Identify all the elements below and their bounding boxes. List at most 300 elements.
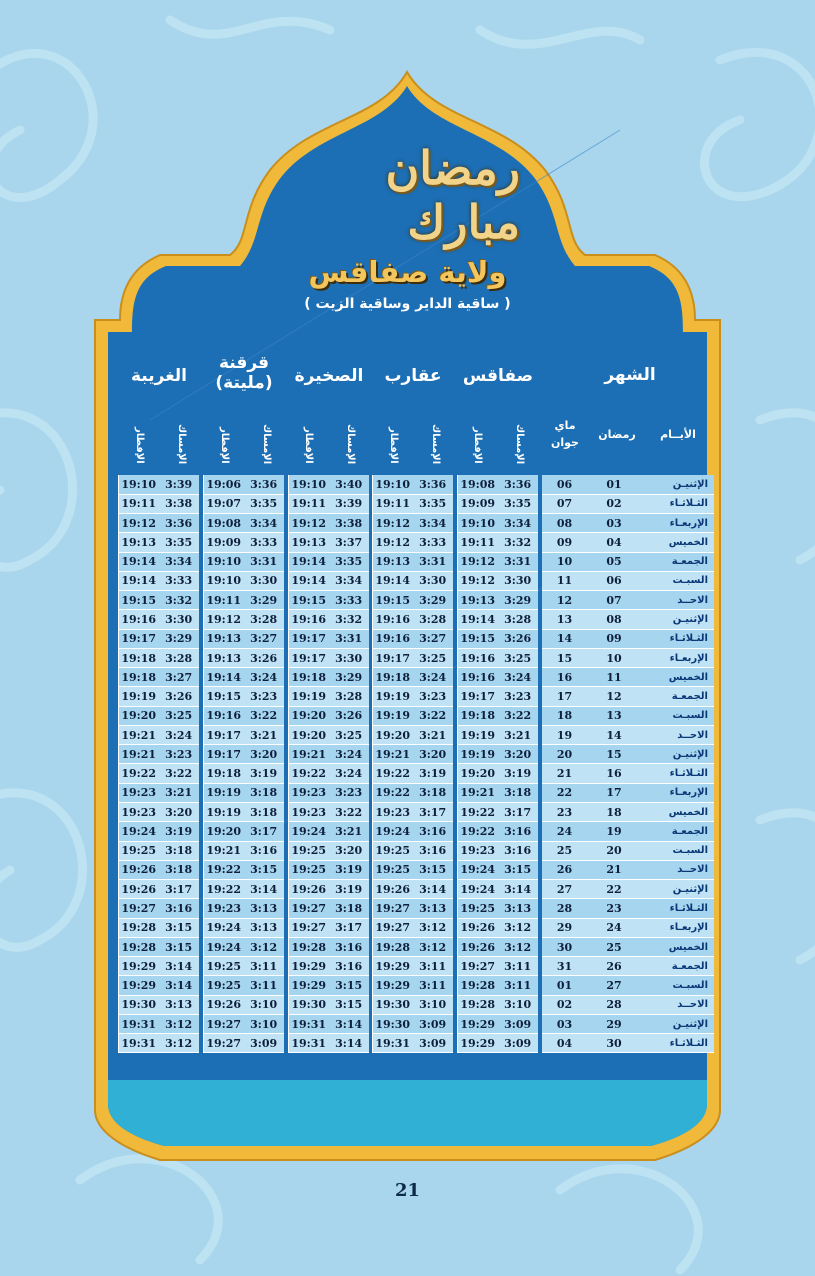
iftar-time-cell: 19:13 (204, 629, 244, 648)
iftar-time-cell: 19:16 (289, 610, 329, 629)
iftar-time-cell: 19:26 (373, 880, 413, 899)
imsak-time-cell: 3:15 (328, 976, 369, 995)
table-row (458, 803, 539, 822)
imsak-time-cell: 3:11 (412, 976, 453, 995)
imsak-time-cell: 3:21 (243, 725, 284, 744)
imsak-time-cell: 3:30 (158, 610, 199, 629)
gregorian-day-cell: 29 (542, 918, 587, 937)
imsak-time-cell: 3:25 (497, 648, 538, 667)
iftar-time-cell: 19:17 (289, 629, 329, 648)
imsak-time-cell: 3:22 (243, 706, 284, 725)
table-row (373, 533, 454, 552)
iftar-time-cell: 19:26 (204, 995, 244, 1014)
table-row (373, 745, 454, 764)
imsak-time-cell: 3:20 (158, 803, 199, 822)
gregorian-day-cell: 22 (542, 783, 587, 802)
ramadan-day-cell: 28 (587, 995, 641, 1014)
imsak-time-cell: 3:11 (243, 976, 284, 995)
table-row (119, 514, 200, 533)
imsak-time-cell: 3:30 (243, 571, 284, 590)
table-row (542, 1034, 714, 1053)
ramadan-day-cell: 30 (587, 1034, 641, 1053)
gregorian-day-cell: 26 (542, 860, 587, 879)
table-row (373, 860, 454, 879)
iftar-time-cell: 19:17 (373, 648, 413, 667)
weekday-cell: السبـت (641, 571, 714, 590)
iftar-time-cell: 19:30 (373, 995, 413, 1014)
imsak-time-cell: 3:16 (412, 822, 453, 841)
imsak-time-cell: 3:36 (412, 475, 453, 494)
iftar-time-cell: 19:28 (289, 937, 329, 956)
iftar-time-cell: 19:14 (458, 610, 498, 629)
iftar-time-cell: 19:13 (373, 552, 413, 571)
ramadan-day-cell: 03 (587, 514, 641, 533)
imsak-time-cell: 3:22 (328, 803, 369, 822)
iftar-time-cell: 19:10 (204, 552, 244, 571)
table-row (204, 1034, 285, 1053)
imsak-time-cell: 3:10 (243, 995, 284, 1014)
iftar-time-cell: 19:31 (289, 1014, 329, 1033)
label-iftar: الإفطار (388, 427, 399, 464)
imsak-time-cell: 3:34 (243, 514, 284, 533)
iftar-time-cell: 19:22 (458, 822, 498, 841)
table-row (204, 552, 285, 571)
table-row (119, 822, 200, 841)
imsak-time-cell: 3:14 (158, 976, 199, 995)
iftar-time-cell: 19:17 (204, 745, 244, 764)
weekday-cell: الإثنيـن (641, 1014, 714, 1033)
table-row (204, 494, 285, 513)
table-row (373, 764, 454, 783)
page-number: 21 (394, 1180, 421, 1201)
ramadan-day-cell: 22 (587, 880, 641, 899)
imsak-time-cell: 3:39 (158, 475, 199, 494)
gregorian-day-cell: 23 (542, 803, 587, 822)
imsak-time-cell: 3:20 (243, 745, 284, 764)
weekday-cell: الثـلاثـاء (641, 764, 714, 783)
weekday-cell: الثـلاثـاء (641, 1034, 714, 1053)
imsak-time-cell: 3:19 (158, 822, 199, 841)
table-row (289, 629, 370, 648)
iftar-time-cell: 19:15 (289, 591, 329, 610)
table-row (542, 725, 714, 744)
table-row (289, 918, 370, 937)
imsak-time-cell: 3:26 (497, 629, 538, 648)
imsak-time-cell: 3:35 (412, 494, 453, 513)
table-row (204, 995, 285, 1014)
table-row (289, 687, 370, 706)
weekday-cell: الثـلاثـاء (641, 629, 714, 648)
table-row (119, 783, 200, 802)
iftar-time-cell: 19:19 (373, 687, 413, 706)
iftar-time-cell: 19:25 (373, 841, 413, 860)
table-row (458, 899, 539, 918)
table-row (373, 668, 454, 687)
imsak-time-cell: 3:37 (328, 533, 369, 552)
table-row (373, 822, 454, 841)
imsak-time-cell: 3:29 (497, 591, 538, 610)
imsak-time-cell: 3:30 (497, 571, 538, 590)
imsak-time-cell: 3:34 (328, 571, 369, 590)
imsak-time-cell: 3:36 (497, 475, 538, 494)
iftar-time-cell: 19:13 (119, 533, 159, 552)
iftar-time-cell: 19:19 (119, 687, 159, 706)
table-row (119, 668, 200, 687)
iftar-time-cell: 19:16 (119, 610, 159, 629)
ramadan-day-cell: 24 (587, 918, 641, 937)
imsak-time-cell: 3:22 (158, 764, 199, 783)
iftar-time-cell: 19:21 (289, 745, 329, 764)
imsak-time-cell: 3:25 (158, 706, 199, 725)
header-group-kerkennah: قرقنة (مليتة) (215, 353, 273, 393)
imsak-time-cell: 3:09 (412, 1014, 453, 1033)
imsak-time-cell: 3:38 (158, 494, 199, 513)
table-row (458, 937, 539, 956)
header-group-ghraiba: الغريبة (130, 366, 187, 386)
table-row (542, 976, 714, 995)
table-row (458, 822, 539, 841)
imsak-time-cell: 3:31 (328, 629, 369, 648)
table-row (119, 764, 200, 783)
iftar-time-cell: 19:12 (458, 552, 498, 571)
table-row (542, 687, 714, 706)
table-row (373, 514, 454, 533)
imsak-time-cell: 3:18 (412, 783, 453, 802)
table-row (458, 841, 539, 860)
imsak-time-cell: 3:19 (328, 860, 369, 879)
weekday-cell: الاحــد (641, 995, 714, 1014)
weekday-cell: السبـت (641, 841, 714, 860)
table-row (373, 899, 454, 918)
table-row (204, 937, 285, 956)
table-row (204, 514, 285, 533)
table-row (542, 899, 714, 918)
header-group-skhira: الصخيرة (294, 366, 364, 386)
label-days: الأيــام (660, 428, 696, 441)
table-row (542, 803, 714, 822)
imsak-time-cell: 3:40 (328, 475, 369, 494)
table-row (204, 533, 285, 552)
imsak-time-cell: 3:23 (497, 687, 538, 706)
table-row (373, 648, 454, 667)
label-imsak: الإمساك (261, 423, 272, 464)
iftar-time-cell: 19:14 (289, 552, 329, 571)
iftar-time-cell: 19:23 (373, 803, 413, 822)
imsak-time-cell: 3:10 (243, 1014, 284, 1033)
imsak-time-cell: 3:20 (328, 841, 369, 860)
table-row (542, 591, 714, 610)
weekday-cell: الإثنيـن (641, 475, 714, 494)
imsak-time-cell: 3:09 (497, 1034, 538, 1053)
imsak-time-cell: 3:39 (328, 494, 369, 513)
iftar-time-cell: 19:12 (119, 514, 159, 533)
table-row (373, 591, 454, 610)
table-row (289, 957, 370, 976)
iftar-time-cell: 19:20 (373, 725, 413, 744)
table-row (289, 745, 370, 764)
imsak-time-cell: 3:23 (328, 783, 369, 802)
imsak-time-cell: 3:18 (243, 803, 284, 822)
table-row (373, 957, 454, 976)
ramadan-day-cell: 25 (587, 937, 641, 956)
imsak-time-cell: 3:09 (497, 1014, 538, 1033)
iftar-time-cell: 19:12 (204, 610, 244, 629)
iftar-time-cell: 19:27 (204, 1014, 244, 1033)
weekday-cell: الإثنيـن (641, 610, 714, 629)
iftar-time-cell: 19:20 (289, 725, 329, 744)
table-row (542, 533, 714, 552)
header-group-agareb: عقارب (384, 366, 442, 386)
iftar-time-cell: 19:24 (204, 937, 244, 956)
imsak-time-cell: 3:12 (497, 937, 538, 956)
iftar-time-cell: 19:26 (289, 880, 329, 899)
iftar-time-cell: 19:21 (204, 841, 244, 860)
weekday-cell: الإربعـاء (641, 648, 714, 667)
imsak-time-cell: 3:17 (497, 803, 538, 822)
imsak-time-cell: 3:19 (328, 880, 369, 899)
table-row (542, 841, 714, 860)
iftar-time-cell: 19:21 (119, 725, 159, 744)
iftar-time-cell: 19:25 (204, 957, 244, 976)
iftar-time-cell: 19:23 (204, 899, 244, 918)
gregorian-day-cell: 27 (542, 880, 587, 899)
iftar-time-cell: 19:26 (458, 918, 498, 937)
weekday-cell: الإربعـاء (641, 514, 714, 533)
gregorian-day-cell: 30 (542, 937, 587, 956)
iftar-time-cell: 19:17 (204, 725, 244, 744)
ramadan-day-cell: 16 (587, 764, 641, 783)
iftar-time-cell: 19:15 (119, 591, 159, 610)
iftar-time-cell: 19:30 (289, 995, 329, 1014)
table-row (458, 783, 539, 802)
iftar-time-cell: 19:29 (458, 1014, 498, 1033)
imsak-time-cell: 3:23 (412, 687, 453, 706)
imsak-time-cell: 3:10 (497, 995, 538, 1014)
iftar-time-cell: 19:25 (289, 841, 329, 860)
table-row (119, 475, 200, 494)
table-row (119, 1014, 200, 1033)
imsak-time-cell: 3:19 (412, 764, 453, 783)
gregorian-day-cell: 17 (542, 687, 587, 706)
imsak-time-cell: 3:16 (158, 899, 199, 918)
imsak-time-cell: 3:17 (243, 822, 284, 841)
table-row (458, 514, 539, 533)
iftar-time-cell: 19:10 (458, 514, 498, 533)
ramadan-mubarak-calligraphy: رمضان مبارك (385, 141, 520, 249)
imsak-time-cell: 3:11 (497, 976, 538, 995)
imsak-time-cell: 3:36 (243, 475, 284, 494)
table-row (458, 745, 539, 764)
gregorian-day-cell: 28 (542, 899, 587, 918)
gregorian-day-cell: 01 (542, 976, 587, 995)
imsak-time-cell: 3:16 (412, 841, 453, 860)
table-row (204, 668, 285, 687)
imsak-time-cell: 3:14 (328, 1034, 369, 1053)
ramadan-day-cell: 19 (587, 822, 641, 841)
iftar-time-cell: 19:27 (119, 899, 159, 918)
iftar-time-cell: 19:16 (204, 706, 244, 725)
iftar-time-cell: 19:20 (289, 706, 329, 725)
imsak-time-cell: 3:12 (158, 1014, 199, 1033)
iftar-time-cell: 19:24 (119, 822, 159, 841)
imsak-time-cell: 3:29 (412, 591, 453, 610)
iftar-time-cell: 19:27 (289, 918, 329, 937)
table-row (289, 571, 370, 590)
gregorian-day-cell: 13 (542, 610, 587, 629)
iftar-time-cell: 19:24 (373, 822, 413, 841)
table-row (373, 629, 454, 648)
imsak-time-cell: 3:09 (243, 1034, 284, 1053)
table-row (373, 803, 454, 822)
table-row (204, 880, 285, 899)
iftar-time-cell: 19:25 (373, 860, 413, 879)
iftar-time-cell: 19:18 (458, 706, 498, 725)
table-row (458, 648, 539, 667)
imsak-time-cell: 3:34 (412, 514, 453, 533)
gregorian-day-cell: 25 (542, 841, 587, 860)
iftar-time-cell: 19:19 (458, 745, 498, 764)
kerkennah-table (203, 475, 284, 1053)
iftar-time-cell: 19:29 (289, 976, 329, 995)
imsak-time-cell: 3:19 (243, 764, 284, 783)
iftar-time-cell: 19:13 (204, 648, 244, 667)
ramadan-day-cell: 12 (587, 687, 641, 706)
table-row (204, 822, 285, 841)
imsak-time-cell: 3:32 (158, 591, 199, 610)
iftar-time-cell: 19:22 (204, 880, 244, 899)
iftar-time-cell: 19:27 (289, 899, 329, 918)
table-row (119, 725, 200, 744)
table-row (373, 1034, 454, 1053)
gregorian-day-cell: 03 (542, 1014, 587, 1033)
iftar-time-cell: 19:08 (458, 475, 498, 494)
iftar-time-cell: 19:26 (458, 937, 498, 956)
table-row (119, 918, 200, 937)
table-row (119, 880, 200, 899)
table-row (289, 822, 370, 841)
imsak-time-cell: 3:21 (497, 725, 538, 744)
table-row (204, 764, 285, 783)
iftar-time-cell: 19:17 (289, 648, 329, 667)
weekday-cell: الخميس (641, 937, 714, 956)
iftar-time-cell: 19:16 (373, 629, 413, 648)
iftar-time-cell: 19:29 (373, 957, 413, 976)
table-row (458, 552, 539, 571)
imsak-time-cell: 3:35 (497, 494, 538, 513)
imsak-time-cell: 3:24 (243, 668, 284, 687)
iftar-time-cell: 19:22 (204, 860, 244, 879)
iftar-time-cell: 19:11 (119, 494, 159, 513)
imsak-time-cell: 3:22 (497, 706, 538, 725)
imsak-time-cell: 3:12 (412, 937, 453, 956)
month-table (542, 475, 714, 1053)
table-row (119, 803, 200, 822)
iftar-time-cell: 19:25 (119, 841, 159, 860)
table-row (458, 571, 539, 590)
table-row (289, 841, 370, 860)
iftar-time-cell: 19:10 (204, 571, 244, 590)
imsak-time-cell: 3:30 (328, 648, 369, 667)
table-row (373, 841, 454, 860)
iftar-time-cell: 19:11 (373, 494, 413, 513)
iftar-time-cell: 19:19 (204, 783, 244, 802)
imsak-time-cell: 3:36 (158, 514, 199, 533)
imsak-time-cell: 3:33 (243, 533, 284, 552)
imsak-time-cell: 3:16 (497, 822, 538, 841)
imsak-time-cell: 3:31 (497, 552, 538, 571)
imsak-time-cell: 3:35 (328, 552, 369, 571)
imsak-time-cell: 3:29 (158, 629, 199, 648)
iftar-time-cell: 19:23 (119, 783, 159, 802)
iftar-time-cell: 19:22 (373, 783, 413, 802)
iftar-time-cell: 19:16 (458, 648, 498, 667)
table-row (119, 494, 200, 513)
table-row (289, 725, 370, 744)
iftar-time-cell: 19:19 (204, 803, 244, 822)
iftar-time-cell: 19:21 (373, 745, 413, 764)
iftar-time-cell: 19:24 (204, 918, 244, 937)
table-row (204, 803, 285, 822)
table-row (289, 533, 370, 552)
table-row (289, 937, 370, 956)
table-row (542, 783, 714, 802)
iftar-time-cell: 19:25 (458, 899, 498, 918)
imsak-time-cell: 3:09 (412, 1034, 453, 1053)
imsak-time-cell: 3:33 (328, 591, 369, 610)
imsak-time-cell: 3:18 (158, 841, 199, 860)
table-row (204, 1014, 285, 1033)
weekday-cell: الجمعـة (641, 822, 714, 841)
gregorian-day-cell: 19 (542, 725, 587, 744)
iftar-time-cell: 19:29 (289, 957, 329, 976)
label-imsak: الإمساك (176, 423, 187, 464)
gregorian-day-cell: 02 (542, 995, 587, 1014)
weekday-cell: الإربعـاء (641, 918, 714, 937)
table-row (119, 629, 200, 648)
table-row (289, 494, 370, 513)
gregorian-day-cell: 24 (542, 822, 587, 841)
iftar-time-cell: 19:20 (204, 822, 244, 841)
imsak-time-cell: 3:32 (497, 533, 538, 552)
iftar-time-cell: 19:07 (204, 494, 244, 513)
label-iftar: الإفطار (134, 427, 145, 464)
gregorian-day-cell: 04 (542, 1034, 587, 1053)
iftar-time-cell: 19:29 (119, 957, 159, 976)
gregorian-day-cell: 12 (542, 591, 587, 610)
table-row (458, 957, 539, 976)
table-row (119, 745, 200, 764)
table-row (458, 591, 539, 610)
iftar-time-cell: 19:06 (204, 475, 244, 494)
table-row (204, 976, 285, 995)
ghraiba-table (118, 475, 199, 1053)
imsak-time-cell: 3:12 (243, 937, 284, 956)
ramadan-day-cell: 20 (587, 841, 641, 860)
weekday-cell: الاحــد (641, 860, 714, 879)
iftar-time-cell: 19:10 (373, 475, 413, 494)
iftar-time-cell: 19:22 (458, 803, 498, 822)
label-iftar: الإفطار (303, 427, 314, 464)
table-row (204, 745, 285, 764)
weekday-cell: الجمعـة (641, 552, 714, 571)
imsak-time-cell: 3:29 (243, 591, 284, 610)
table-row (289, 860, 370, 879)
ramadan-day-cell: 15 (587, 745, 641, 764)
ramadan-day-cell: 21 (587, 860, 641, 879)
imsak-time-cell: 3:35 (243, 494, 284, 513)
iftar-time-cell: 19:11 (204, 591, 244, 610)
iftar-time-cell: 19:31 (373, 1034, 413, 1053)
